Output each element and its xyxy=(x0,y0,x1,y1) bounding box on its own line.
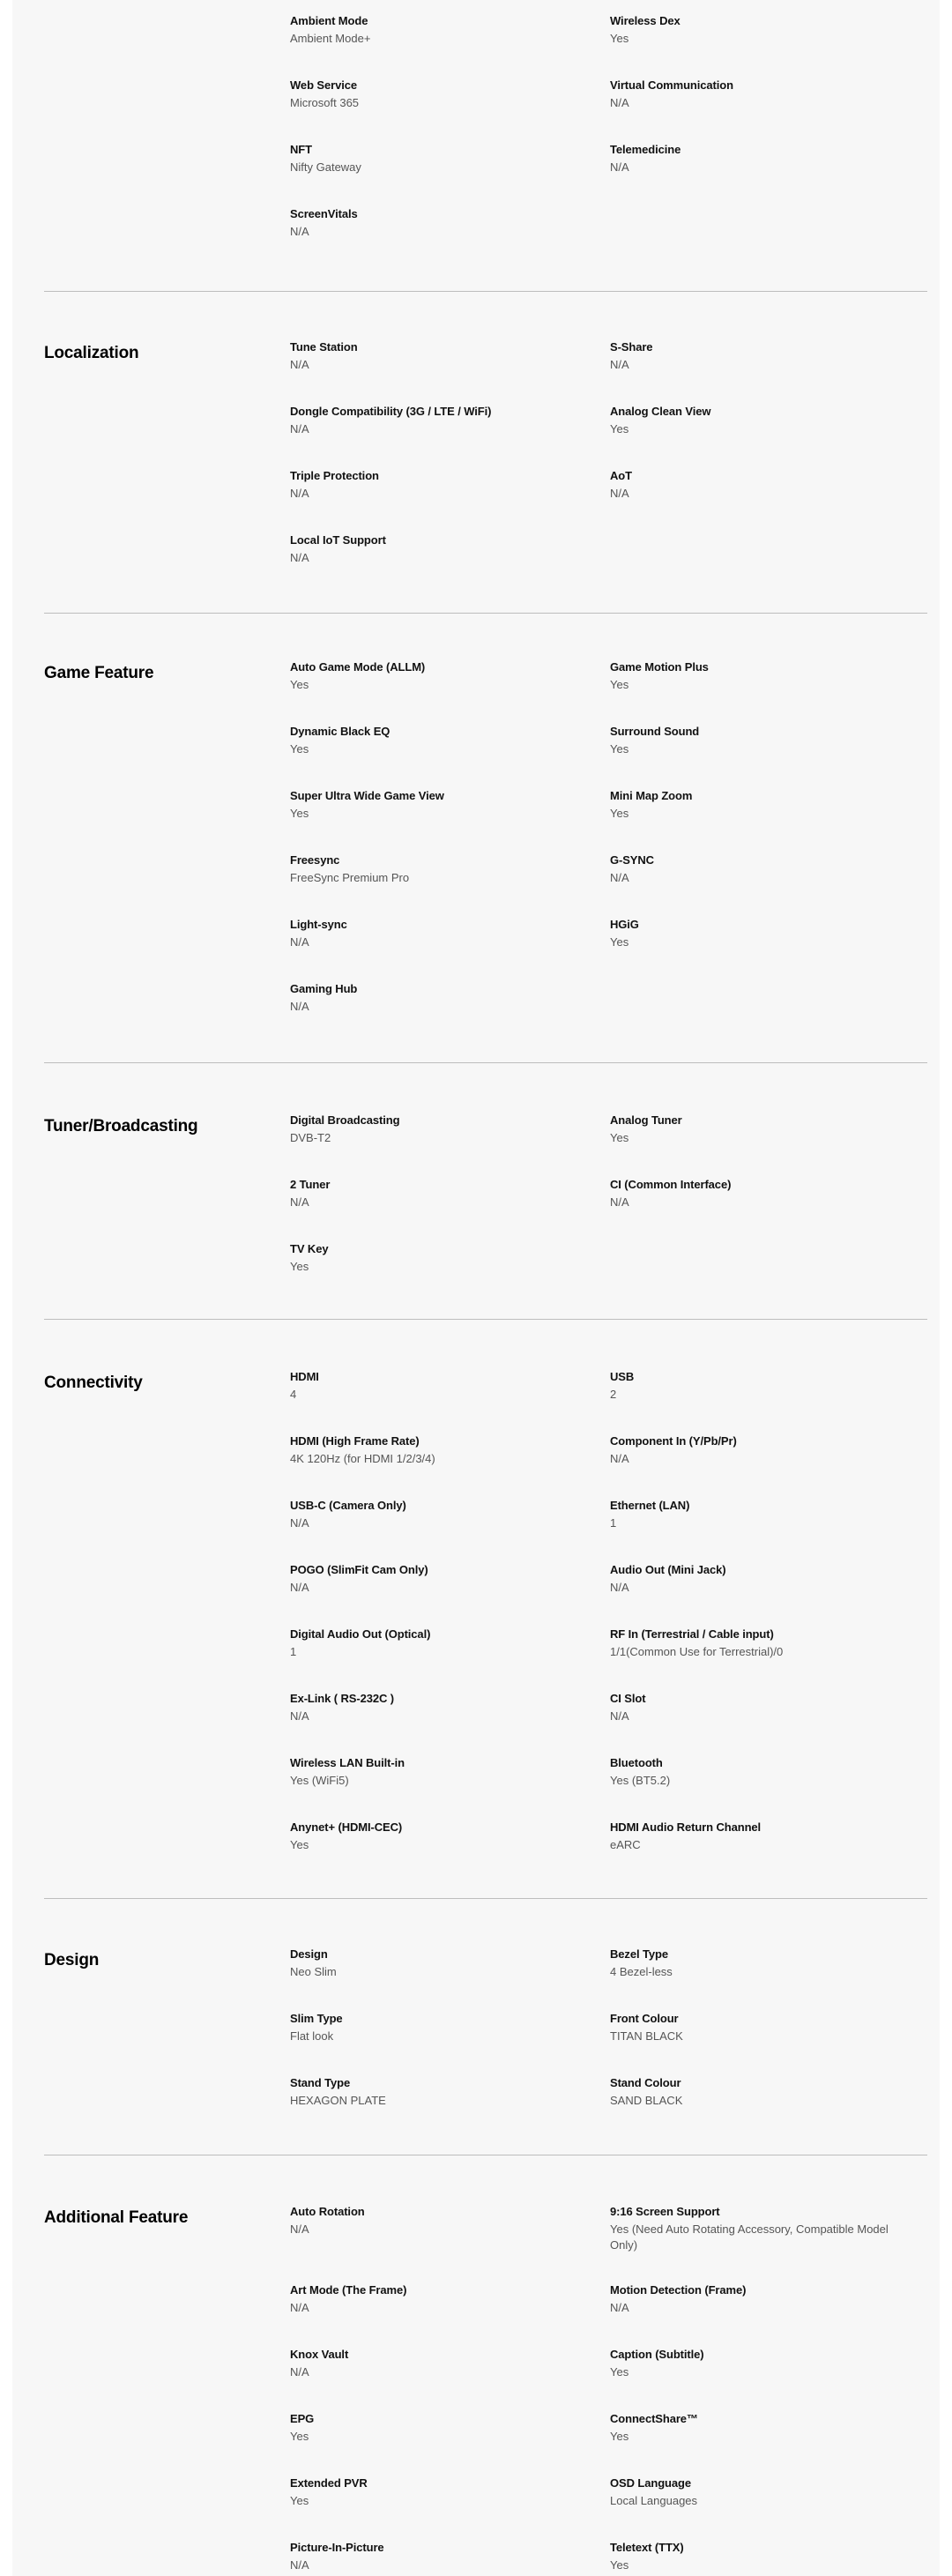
spec-value: 1 xyxy=(290,1645,297,1658)
spec-label: ScreenVitals xyxy=(290,207,358,220)
spec-value: N/A xyxy=(610,487,629,500)
spec-item-virtual-communication xyxy=(610,78,910,111)
spec-value: N/A xyxy=(610,2301,629,2314)
spec-label: USB xyxy=(610,1370,635,1383)
spec-item-hgig xyxy=(610,917,910,950)
spec-label: Freesync xyxy=(290,853,340,867)
spec-label: Wireless LAN Built-in xyxy=(290,1756,405,1769)
spec-item-art-mode-the-frame xyxy=(290,2282,590,2316)
spec-value: N/A xyxy=(290,551,309,564)
spec-item-triple-protection xyxy=(290,468,590,502)
spec-value: Yes xyxy=(290,2430,309,2443)
spec-label: Front Colour xyxy=(610,2012,679,2025)
spec-value: 4 Bezel-less xyxy=(610,1965,673,1978)
spec-label: OSD Language xyxy=(610,2476,691,2490)
spec-label: Ex-Link ( RS-232C ) xyxy=(290,1692,395,1705)
spec-label: Stand Type xyxy=(290,2076,351,2089)
spec-value: Yes xyxy=(610,742,629,756)
spec-label: Dongle Compatibility (3G / LTE / WiFi) xyxy=(290,405,492,418)
spec-value: Yes xyxy=(610,2558,629,2572)
spec-item-anynet-hdmi-cec xyxy=(290,1820,590,1853)
section-title: Tuner/Broadcasting xyxy=(44,1117,198,1135)
spec-value: N/A xyxy=(290,422,309,436)
spec-value: Yes (BT5.2) xyxy=(610,1774,671,1787)
spec-item-front-colour xyxy=(610,2011,910,2044)
spec-label: EPG xyxy=(290,2412,315,2425)
spec-label: Caption (Subtitle) xyxy=(610,2348,704,2361)
spec-value: Yes (WiFi5) xyxy=(290,1774,349,1787)
spec-item-motion-detection-frame xyxy=(610,2282,910,2316)
spec-label: Wireless Dex xyxy=(610,14,681,27)
spec-value: N/A xyxy=(290,935,309,949)
spec-value: N/A xyxy=(290,358,309,371)
spec-label: Knox Vault xyxy=(290,2348,349,2361)
spec-label: Local IoT Support xyxy=(290,533,386,547)
spec-item-usb xyxy=(610,1369,910,1403)
spec-value: N/A xyxy=(290,1581,309,1594)
spec-label: Virtual Communication xyxy=(610,78,733,92)
spec-label: Design xyxy=(290,1947,328,1961)
spec-value: N/A xyxy=(290,225,309,238)
spec-label: G-SYNC xyxy=(610,853,654,867)
spec-item-game-motion-plus xyxy=(610,659,910,693)
spec-label: Tune Station xyxy=(290,340,358,354)
spec-item-teletext-ttx xyxy=(610,2540,910,2573)
spec-label: Anynet+ (HDMI-CEC) xyxy=(290,1820,403,1834)
spec-label: Teletext (TTX) xyxy=(610,2541,684,2554)
spec-value: SAND BLACK xyxy=(610,2094,683,2107)
spec-value: Neo Slim xyxy=(290,1965,337,1978)
spec-value: N/A xyxy=(610,96,629,109)
spec-item-stand-colour xyxy=(610,2075,910,2109)
spec-value: 1/1(Common Use for Terrestrial)/0 xyxy=(610,1645,784,1658)
spec-value: 4 xyxy=(290,1388,297,1401)
spec-value: Local Languages xyxy=(610,2494,698,2507)
spec-value: N/A xyxy=(610,1452,629,1465)
spec-label: Digital Audio Out (Optical) xyxy=(290,1627,431,1641)
spec-item-slim-type xyxy=(290,2011,590,2044)
spec-value: 4K 120Hz (for HDMI 1/2/3/4) xyxy=(290,1452,435,1465)
spec-label: Stand Colour xyxy=(610,2076,681,2089)
spec-value: eARC xyxy=(610,1838,641,1851)
spec-value: Yes xyxy=(290,1838,309,1851)
spec-item-ethernet-lan xyxy=(610,1498,910,1531)
spec-value: N/A xyxy=(290,1000,309,1013)
spec-label: TV Key xyxy=(290,1242,329,1255)
spec-item-telemedicine xyxy=(610,142,910,175)
spec-label: Ambient Mode xyxy=(290,14,368,27)
spec-label: Extended PVR xyxy=(290,2476,368,2490)
spec-value: Yes xyxy=(610,935,629,949)
section-title: Game Feature xyxy=(44,664,154,682)
spec-value: N/A xyxy=(290,2558,309,2572)
spec-item-nft xyxy=(290,142,590,175)
spec-value: Yes xyxy=(610,678,629,691)
spec-item-super-ultra-wide-game-view xyxy=(290,788,590,822)
spec-item-auto-game-mode-allm xyxy=(290,659,590,693)
spec-value: 1 xyxy=(610,1516,617,1530)
section-title: Connectivity xyxy=(44,1374,143,1392)
spec-item-surround-sound xyxy=(610,724,910,757)
spec-item-screenvitals xyxy=(290,206,590,240)
spec-label: Ethernet (LAN) xyxy=(610,1499,690,1512)
spec-value: TITAN BLACK xyxy=(610,2029,683,2043)
section-divider xyxy=(44,291,927,292)
spec-item-ex-link-rs-232c xyxy=(290,1691,590,1724)
spec-value: Yes xyxy=(290,2494,309,2507)
spec-label: CI Slot xyxy=(610,1692,646,1705)
spec-value: Yes xyxy=(290,807,309,820)
spec-item-wireless-lan-built-in xyxy=(290,1755,590,1789)
spec-item-epg xyxy=(290,2411,590,2445)
spec-item-wireless-dex xyxy=(610,13,910,47)
spec-label: HDMI xyxy=(290,1370,319,1383)
spec-item-analog-clean-view xyxy=(610,404,910,437)
spec-value: N/A xyxy=(610,1709,629,1723)
spec-item-digital-audio-out-optical xyxy=(290,1627,590,1660)
spec-page xyxy=(12,0,940,2576)
spec-label: 2 Tuner xyxy=(290,1178,331,1191)
spec-label: Motion Detection (Frame) xyxy=(610,2283,747,2297)
spec-label: Dynamic Black EQ xyxy=(290,725,390,738)
spec-item-ci-slot xyxy=(610,1691,910,1724)
spec-item-design xyxy=(290,1947,590,1980)
spec-value: Yes xyxy=(610,2430,629,2443)
spec-value: N/A xyxy=(290,1709,309,1723)
spec-item-usb-c-camera-only xyxy=(290,1498,590,1531)
spec-value: N/A xyxy=(610,358,629,371)
spec-item-tune-station xyxy=(290,339,590,373)
spec-item-dynamic-black-eq xyxy=(290,724,590,757)
spec-item-g-sync xyxy=(610,852,910,886)
spec-item-9-16-screen-support xyxy=(610,2204,910,2253)
spec-value: N/A xyxy=(290,487,309,500)
spec-item-auto-rotation xyxy=(290,2204,590,2237)
spec-value: Yes xyxy=(610,807,629,820)
spec-label: S-Share xyxy=(610,340,653,354)
spec-value: N/A xyxy=(610,871,629,884)
spec-value: Nifty Gateway xyxy=(290,160,361,174)
spec-label: 9:16 Screen Support xyxy=(610,2205,720,2218)
spec-item-connectshare xyxy=(610,2411,910,2445)
spec-item-mini-map-zoom xyxy=(610,788,910,822)
spec-value: Microsoft 365 xyxy=(290,96,360,109)
spec-value: N/A xyxy=(610,1195,629,1209)
spec-value: HEXAGON PLATE xyxy=(290,2094,386,2107)
spec-item-gaming-hub xyxy=(290,981,590,1015)
section-divider xyxy=(44,1319,927,1320)
spec-item-stand-type xyxy=(290,2075,590,2109)
spec-label: Game Motion Plus xyxy=(610,660,709,674)
spec-label: AoT xyxy=(610,469,632,482)
spec-item-bezel-type xyxy=(610,1947,910,1980)
spec-label: Auto Game Mode (ALLM) xyxy=(290,660,426,674)
spec-item-rf-in-terrestrial-cable-input xyxy=(610,1627,910,1660)
spec-label: Telemedicine xyxy=(610,143,681,156)
section-title: Localization xyxy=(44,344,139,362)
spec-label: HGiG xyxy=(610,918,639,931)
spec-label: Picture-In-Picture xyxy=(290,2541,384,2554)
spec-label: RF In (Terrestrial / Cable input) xyxy=(610,1627,774,1641)
section-divider xyxy=(44,1898,927,1899)
spec-value: Yes xyxy=(610,1131,629,1144)
spec-value: Flat look xyxy=(290,2029,334,2043)
spec-value: DVB-T2 xyxy=(290,1131,331,1144)
spec-value: Yes xyxy=(290,678,309,691)
spec-label: HDMI Audio Return Channel xyxy=(610,1820,762,1834)
spec-item-ambient-mode xyxy=(290,13,590,47)
spec-item-dongle-compatibility-3g-lte-wifi xyxy=(290,404,590,437)
spec-label: Bezel Type xyxy=(610,1947,668,1961)
spec-item-ci-common-interface xyxy=(610,1177,910,1210)
spec-label: Super Ultra Wide Game View xyxy=(290,789,444,802)
spec-item-caption-subtitle xyxy=(610,2347,910,2380)
spec-item-picture-in-picture xyxy=(290,2540,590,2573)
spec-label: CI (Common Interface) xyxy=(610,1178,732,1191)
spec-value: 2 xyxy=(610,1388,617,1401)
spec-value: Ambient Mode+ xyxy=(290,32,371,45)
section-divider xyxy=(44,613,927,614)
spec-value: N/A xyxy=(610,1581,629,1594)
spec-label: Surround Sound xyxy=(610,725,700,738)
spec-label: Mini Map Zoom xyxy=(610,789,693,802)
spec-value: Yes xyxy=(610,32,629,45)
section-divider xyxy=(44,1062,927,1063)
spec-item-hdmi-high-frame-rate xyxy=(290,1433,590,1467)
spec-value: N/A xyxy=(290,1516,309,1530)
spec-value: N/A xyxy=(290,2301,309,2314)
spec-item-extended-pvr xyxy=(290,2475,590,2509)
spec-item-knox-vault xyxy=(290,2347,590,2380)
spec-value: Yes xyxy=(610,422,629,436)
spec-item-osd-language xyxy=(610,2475,910,2509)
spec-item-2-tuner xyxy=(290,1177,590,1210)
spec-item-web-service xyxy=(290,78,590,111)
spec-item-freesync xyxy=(290,852,590,886)
spec-item-aot xyxy=(610,468,910,502)
spec-item-component-in-y-pb-pr xyxy=(610,1433,910,1467)
spec-value: Yes xyxy=(290,1260,309,1273)
spec-item-pogo-slimfit-cam-only xyxy=(290,1562,590,1596)
spec-label: USB-C (Camera Only) xyxy=(290,1499,406,1512)
spec-item-audio-out-mini-jack xyxy=(610,1562,910,1596)
section-title: Additional Feature xyxy=(44,2208,189,2227)
spec-value: Yes xyxy=(610,2365,629,2379)
spec-item-hdmi-audio-return-channel xyxy=(610,1820,910,1853)
spec-item-local-iot-support xyxy=(290,532,590,566)
spec-item-analog-tuner xyxy=(610,1113,910,1146)
spec-item-bluetooth xyxy=(610,1755,910,1789)
spec-item-s-share xyxy=(610,339,910,373)
spec-item-tv-key xyxy=(290,1241,590,1275)
spec-item-light-sync xyxy=(290,917,590,950)
spec-label: Component In (Y/Pb/Pr) xyxy=(610,1434,737,1448)
spec-label: Analog Tuner xyxy=(610,1113,682,1127)
spec-value: Yes (Need Auto Rotating Accessory, Compatible Model Only) xyxy=(610,2222,889,2252)
spec-label: Web Service xyxy=(290,78,357,92)
spec-label: Art Mode (The Frame) xyxy=(290,2283,407,2297)
spec-label: Triple Protection xyxy=(290,469,379,482)
spec-label: NFT xyxy=(290,143,312,156)
spec-value: N/A xyxy=(610,160,629,174)
spec-value: Yes xyxy=(290,742,309,756)
spec-label: ConnectShare™ xyxy=(610,2412,698,2425)
spec-item-digital-broadcasting xyxy=(290,1113,590,1146)
spec-label: Bluetooth xyxy=(610,1756,663,1769)
spec-label: Analog Clean View xyxy=(610,405,711,418)
section-title: Design xyxy=(44,1951,100,1969)
spec-label: Light-sync xyxy=(290,918,347,931)
spec-value: N/A xyxy=(290,1195,309,1209)
spec-value: N/A xyxy=(290,2365,309,2379)
spec-label: Auto Rotation xyxy=(290,2205,365,2218)
spec-label: Digital Broadcasting xyxy=(290,1113,400,1127)
spec-label: Audio Out (Mini Jack) xyxy=(610,1563,726,1576)
spec-label: Slim Type xyxy=(290,2012,343,2025)
spec-item-hdmi xyxy=(290,1369,590,1403)
spec-value: FreeSync Premium Pro xyxy=(290,871,410,884)
spec-label: Gaming Hub xyxy=(290,982,358,995)
spec-label: HDMI (High Frame Rate) xyxy=(290,1434,420,1448)
spec-value: N/A xyxy=(290,2222,309,2236)
spec-label: POGO (SlimFit Cam Only) xyxy=(290,1563,428,1576)
